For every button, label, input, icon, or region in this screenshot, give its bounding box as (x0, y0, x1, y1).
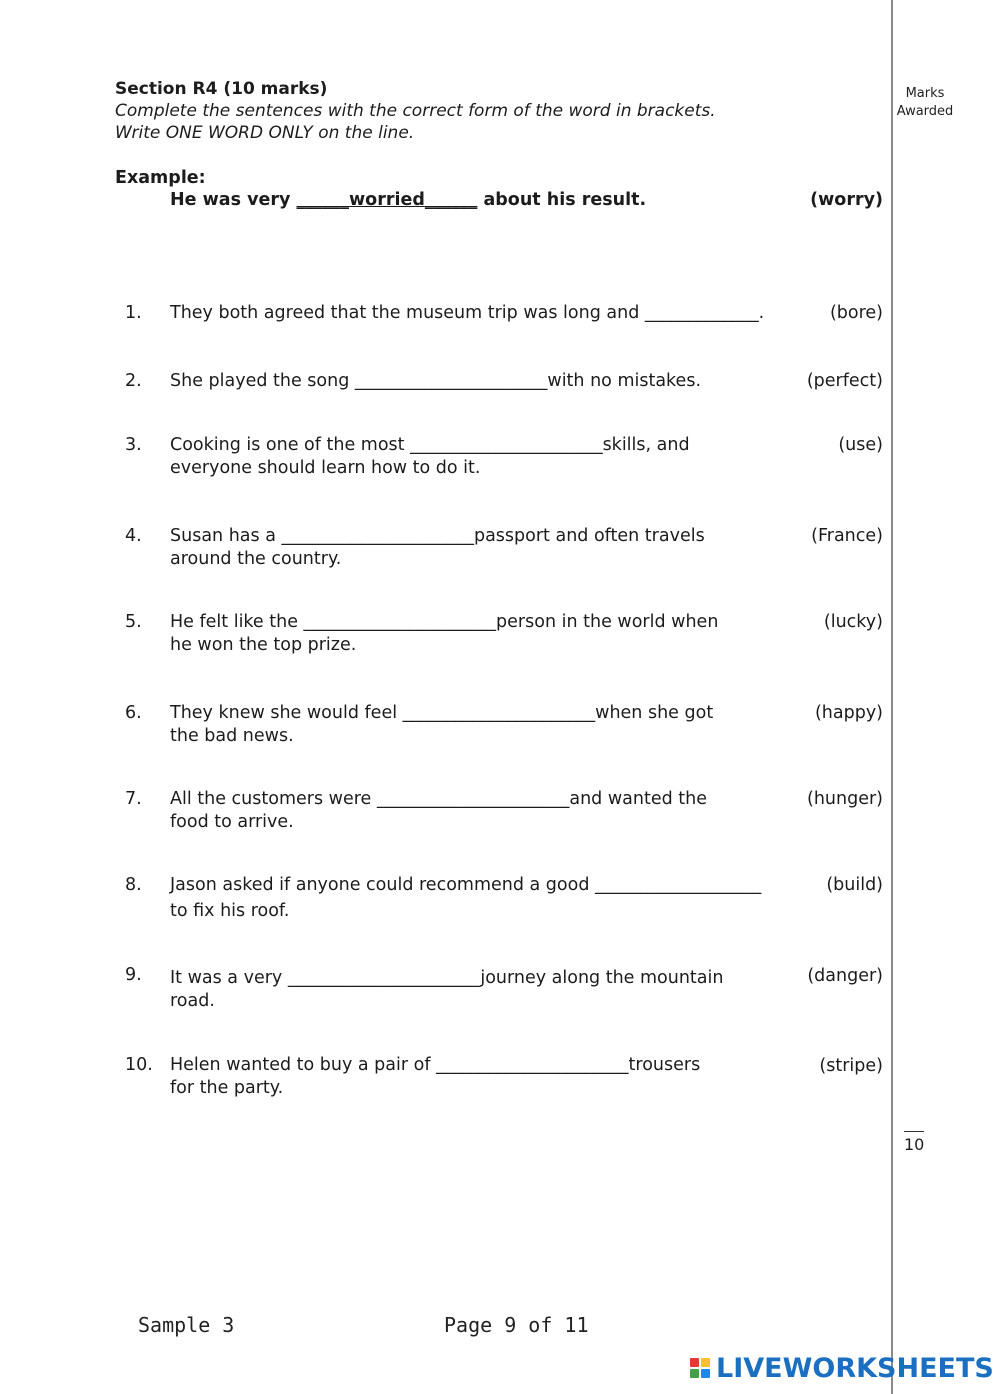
question-number: 4. (125, 526, 142, 546)
question-hint: (stripe) (819, 1056, 883, 1076)
example-answer: worried (349, 190, 425, 210)
example-hint: (worry) (810, 190, 883, 210)
total-divider (904, 1131, 924, 1132)
question-text-line-2: to fix his roof. (170, 901, 290, 921)
question-number: 10. (125, 1055, 153, 1075)
question-hint: (bore) (829, 303, 883, 323)
question-text-line-2: for the party. (170, 1078, 284, 1098)
question-number: 1. (125, 303, 142, 323)
example-blank (297, 190, 478, 210)
question-text: All the customers were ______________________and wanted the (170, 789, 707, 809)
instruction-line-2: Write ONE WORD ONLY on the line. (115, 123, 415, 143)
awarded-label: Awarded (896, 104, 954, 119)
question-text-line-2: he won the top prize. (170, 635, 357, 655)
question-number: 8. (125, 875, 142, 895)
example-sentence (170, 190, 646, 210)
instruction-line-1: Complete the sentences with the correct form of the word in brackets. (115, 101, 716, 121)
marks-awarded-header (893, 85, 957, 121)
example-after: about his result. (483, 190, 647, 210)
question-text-line-2: everyone should learn how to do it. (170, 458, 481, 478)
question-text: Susan has a ______________________passport and often travels (170, 526, 705, 546)
section-title: Section R4 (10 marks) (115, 79, 328, 99)
question-hint: (danger) (807, 966, 883, 986)
question-number: 3. (125, 435, 142, 455)
question-number: 5. (125, 612, 142, 632)
question-text: She played the song ______________________with no mistakes. (170, 371, 702, 391)
question-number: 9. (125, 965, 142, 985)
footer-sample: Sample 3 (138, 1313, 235, 1337)
question-text-line-2: road. (170, 991, 215, 1011)
logo-blocks-icon (690, 1358, 710, 1378)
question-text-line-2: around the country. (170, 549, 342, 569)
question-text: Helen wanted to buy a pair of ______________________trousers (170, 1055, 701, 1075)
total-marks: 10 (904, 1135, 925, 1154)
question-hint: (lucky) (823, 612, 883, 632)
example-before: He was very (170, 190, 291, 210)
question-number: 6. (125, 703, 142, 723)
liveworksheets-logo[interactable] (690, 1352, 994, 1384)
question-hint: (perfect) (806, 371, 883, 391)
question-hint: (build) (826, 875, 883, 895)
question-text-line-2: food to arrive. (170, 812, 294, 832)
question-hint: (France) (811, 526, 883, 546)
question-hint: (hunger) (807, 789, 883, 809)
footer-page-number: Page 9 of 11 (444, 1313, 589, 1337)
marks-margin-line (891, 0, 893, 1394)
question-text: He felt like the ______________________person in the world when (170, 612, 719, 632)
example-blank-lead: ______ (296, 190, 350, 210)
question-text: They knew she would feel ______________________when she got (170, 703, 714, 723)
question-hint: (happy) (814, 703, 883, 723)
example-label: Example: (115, 168, 206, 188)
question-text: It was a very ______________________journey along the mountain (170, 968, 724, 988)
question-number: 2. (125, 371, 142, 391)
marks-label: Marks (905, 86, 945, 101)
question-text-line-2: the bad news. (170, 726, 294, 746)
logo-text: LIVEWORKSHEETS (716, 1352, 994, 1384)
question-number: 7. (125, 789, 142, 809)
question-hint: (use) (838, 435, 883, 455)
question-text: They both agreed that the museum trip was long and _____________. (170, 303, 765, 323)
question-text: Jason asked if anyone could recommend a good ___________________ (170, 875, 762, 895)
example-blank-trail: ______ (424, 190, 478, 210)
question-text: Cooking is one of the most ______________________skills, and (170, 435, 690, 455)
